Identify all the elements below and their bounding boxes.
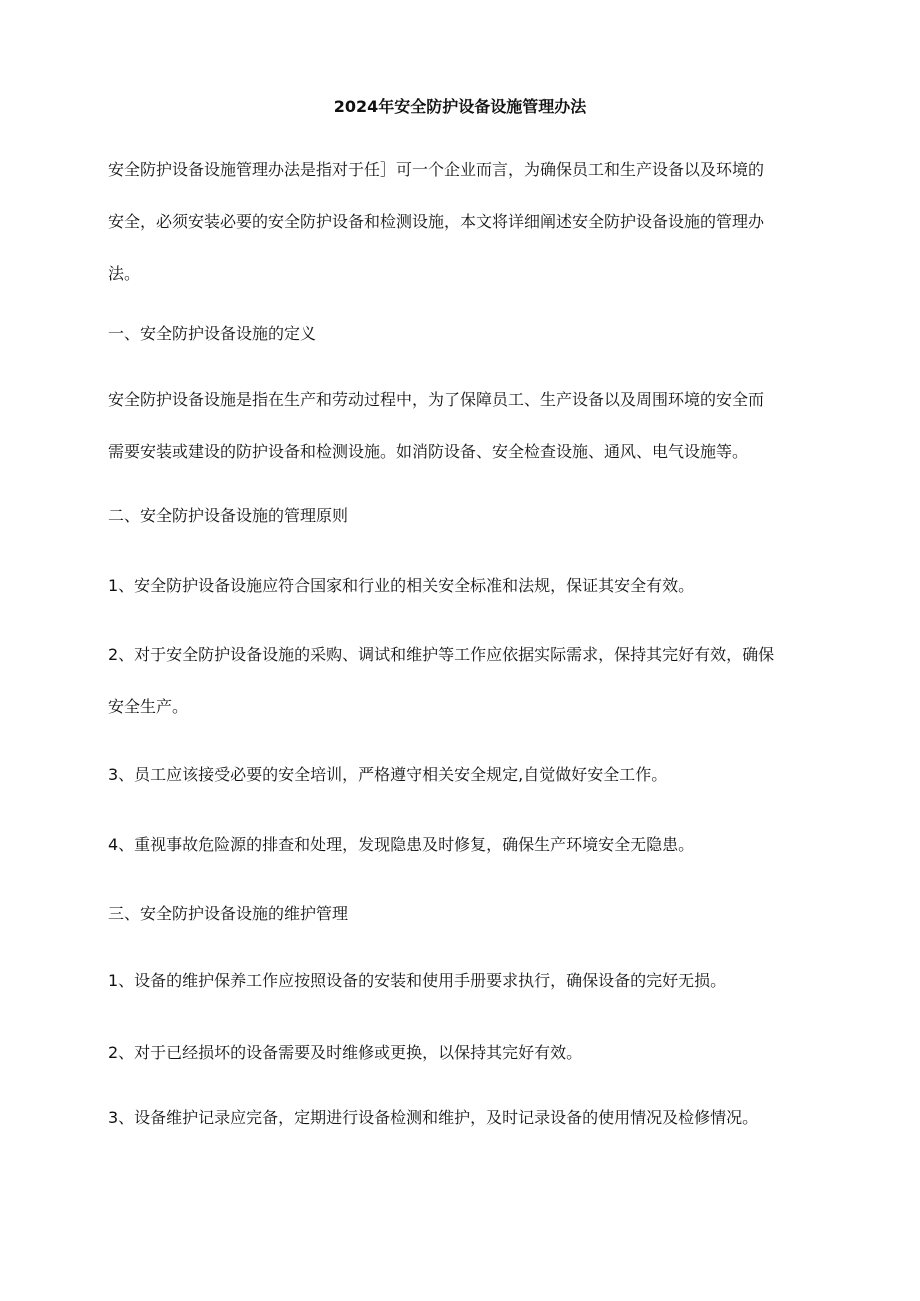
intro-paragraph	[108, 158, 814, 286]
section-1-heading: 一、安全防护设备设施的定义	[108, 324, 317, 343]
section-3-item-1: 1、设备的维护保养工作应按照设备的安装和使用手册要求执行，确保设备的完好无损。	[108, 971, 727, 990]
intro-line: 法。	[108, 264, 141, 283]
intro-line: 安全防护设备设施管理办法是指对于任］可一个企业而言，为确保员工和生产设备以及环境的	[108, 160, 765, 179]
section-2-item-3: 3、员工应该接受必要的安全培训，严格遵守相关安全规定,自觉做好安全工作。	[108, 765, 668, 784]
section-1-body	[108, 388, 814, 464]
section-3-heading: 三、安全防护设备设施的维护管理	[108, 904, 349, 923]
section-2-item-2: 2、对于安全防护设备设施的采购、调试和维护等工作应依据实际需求，保持其完好有效，确保 安全生产。	[108, 645, 775, 716]
document-title: 2024年安全防护设备设施管理办法	[333, 97, 587, 116]
section-2-item-4: 4、重视事故危险源的排查和处理，发现隐患及时修复，确保生产环境安全无隐患。	[108, 835, 695, 854]
section-3-item-2: 2、对于已经损坏的设备需要及时维修或更换，以保持其完好有效。	[108, 1043, 583, 1062]
section-3-item-3: 3、设备维护记录应完备，定期进行设备检测和维护，及时记录设备的使用情况及检修情况。	[108, 1108, 759, 1127]
section-2-item-1: 1、安全防护设备设施应符合国家和行业的相关安全标准和法规，保证其安全有效。	[108, 576, 695, 595]
section-2-heading: 二、安全防护设备设施的管理原则	[108, 506, 349, 525]
section-1-body-line: 安全防护设备设施是指在生产和劳动过程中，为了保障员工、生产设备以及周围环境的安全而	[108, 390, 765, 409]
intro-line: 安全，必须安装必要的安全防护设备和检测设施，本文将详细阐述安全防护设备设施的管理办	[108, 212, 765, 231]
section-1-body-line: 需要安装或建设的防护设备和检测设施。如消防设备、安全检查设施、通风、电气设施等。	[108, 442, 749, 461]
